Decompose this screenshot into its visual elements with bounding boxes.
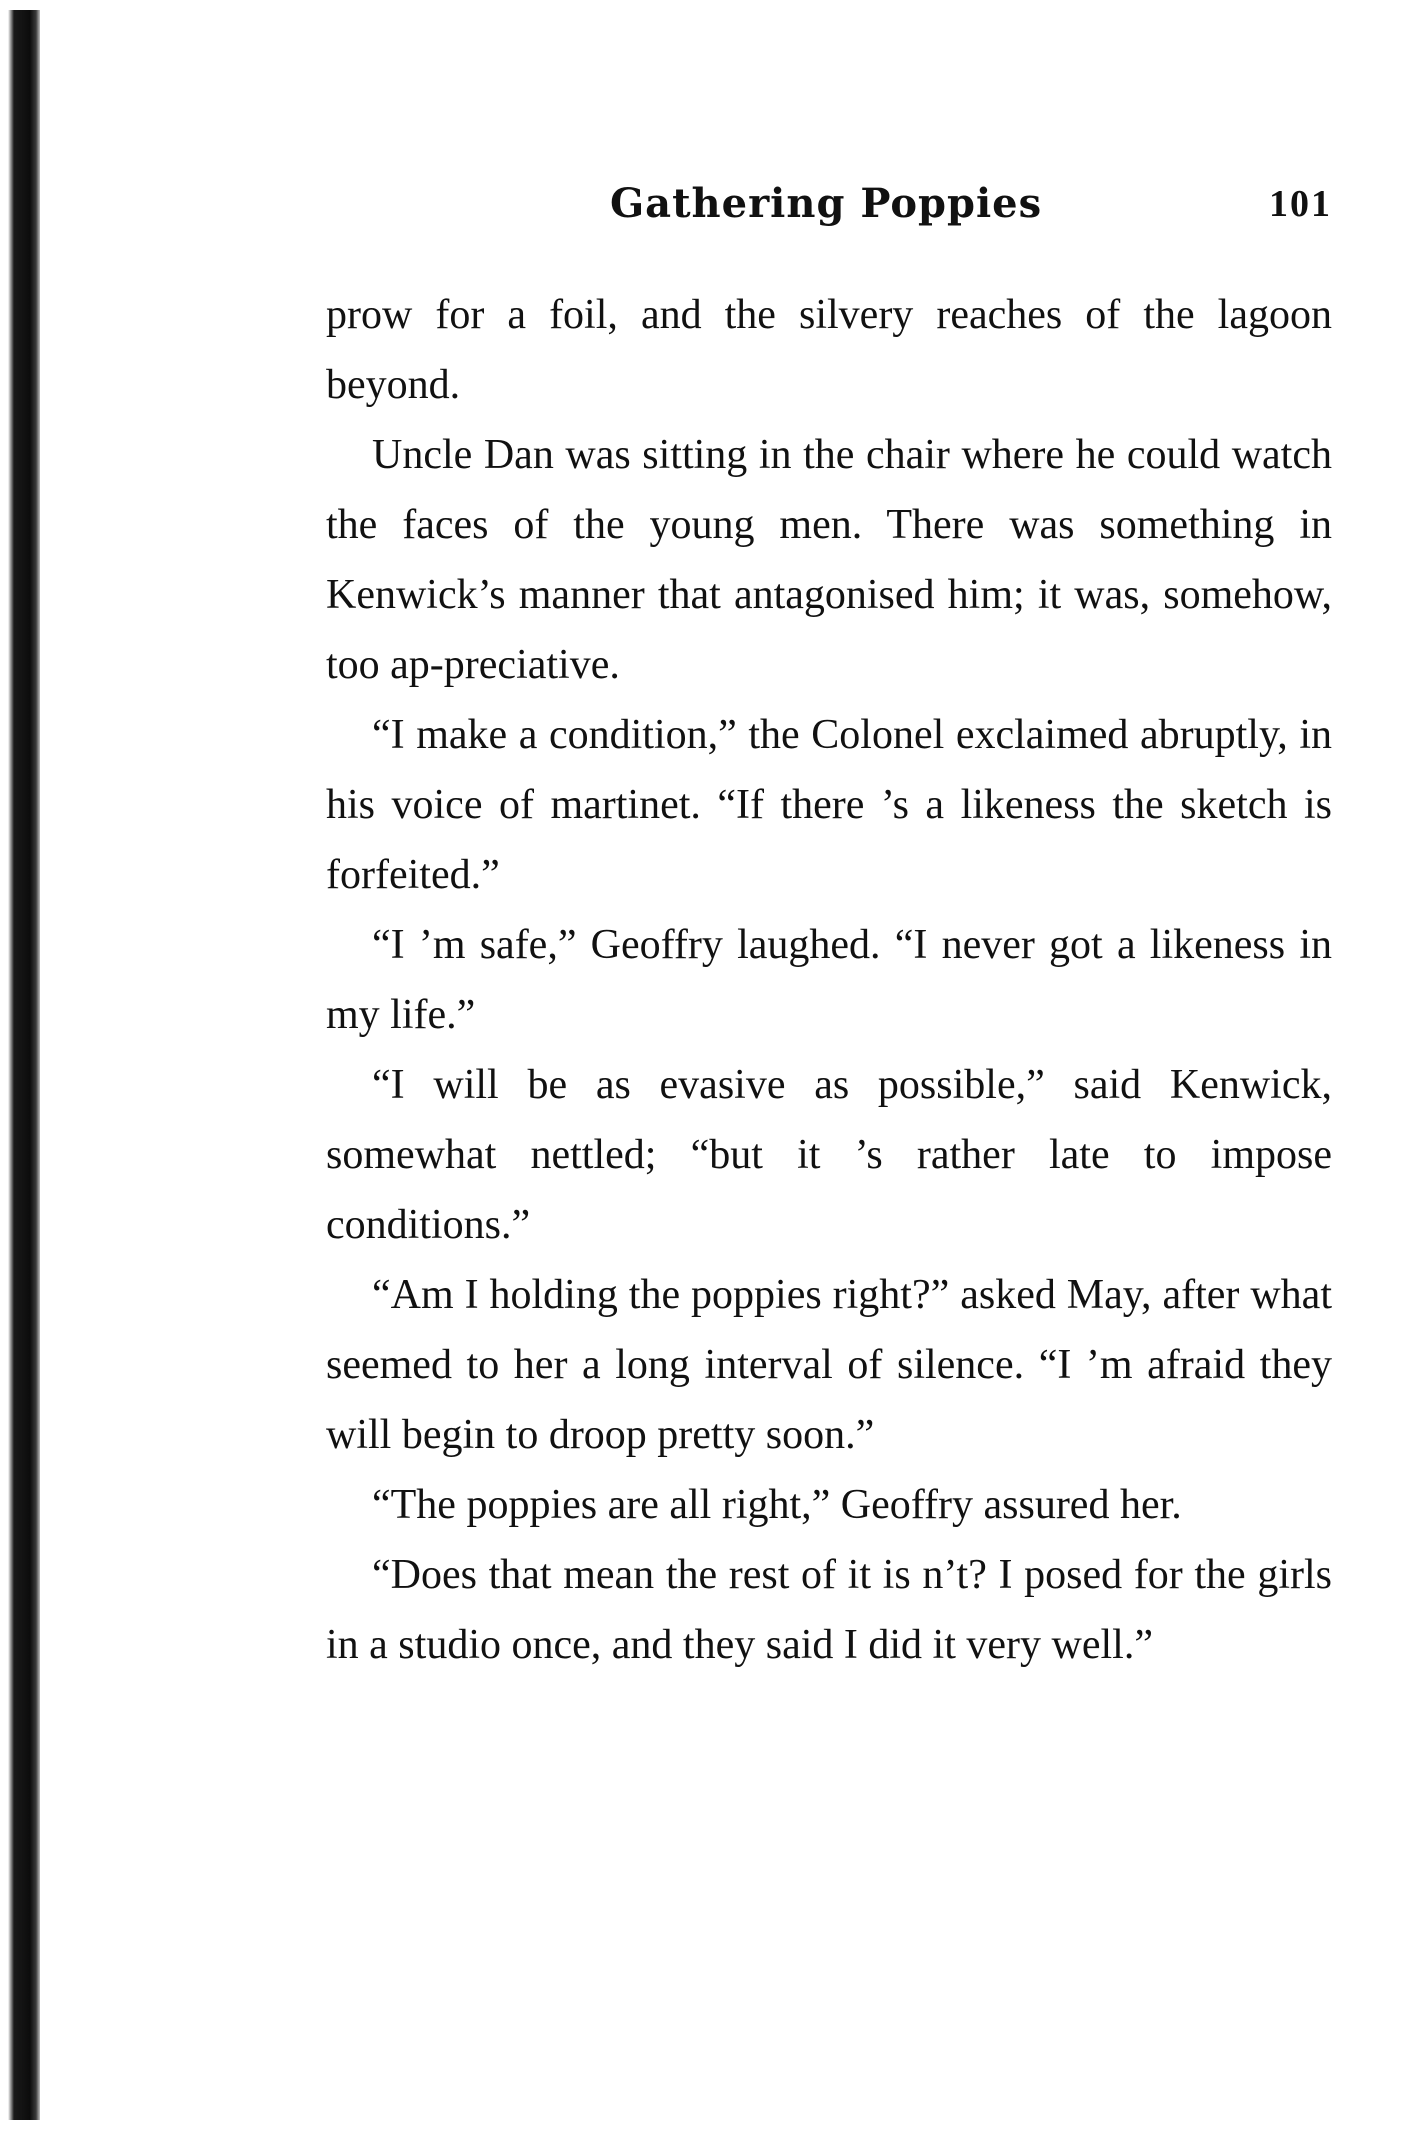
paragraph: prow for a foil, and the silvery reaches of the lagoon beyond.: [326, 292, 1332, 408]
paragraph: “Does that mean the rest of it is n’t? I posed for the girls in a studio once, and they said I did it very well.”: [326, 1552, 1332, 1668]
running-head: [322, 180, 1332, 240]
running-title: Gathering Poppies: [610, 180, 1043, 227]
paragraph: “I will be as evasive as possible,” said Kenwick, somewhat nettled; “but it ’s rather late to impose conditions.”: [326, 1062, 1332, 1248]
page-binding-edge: [0, 10, 40, 2120]
page-number: 101: [1269, 183, 1332, 225]
body-text: [326, 280, 1332, 1680]
paragraph: “Am I holding the poppies right?” asked May, after what seemed to her a long interval of silence. “I ’m afraid they will begin to droop pretty soon.”: [326, 1272, 1332, 1458]
paragraph: “The poppies are all right,” Geoffry assured her.: [372, 1482, 1182, 1528]
paragraph: “I ’m safe,” Geoffry laughed. “I never got a likeness in my life.”: [326, 922, 1332, 1038]
paragraph: “I make a condition,” the Colonel exclaimed abruptly, in his voice of martinet. “If there ’s a likeness the sketch is forfeited.”: [326, 712, 1332, 898]
paragraph: Uncle Dan was sitting in the chair where he could watch the faces of the young men. There was something in Kenwick’s manner that antagonised him; it was, somehow, too ap-preciative.: [326, 432, 1332, 688]
